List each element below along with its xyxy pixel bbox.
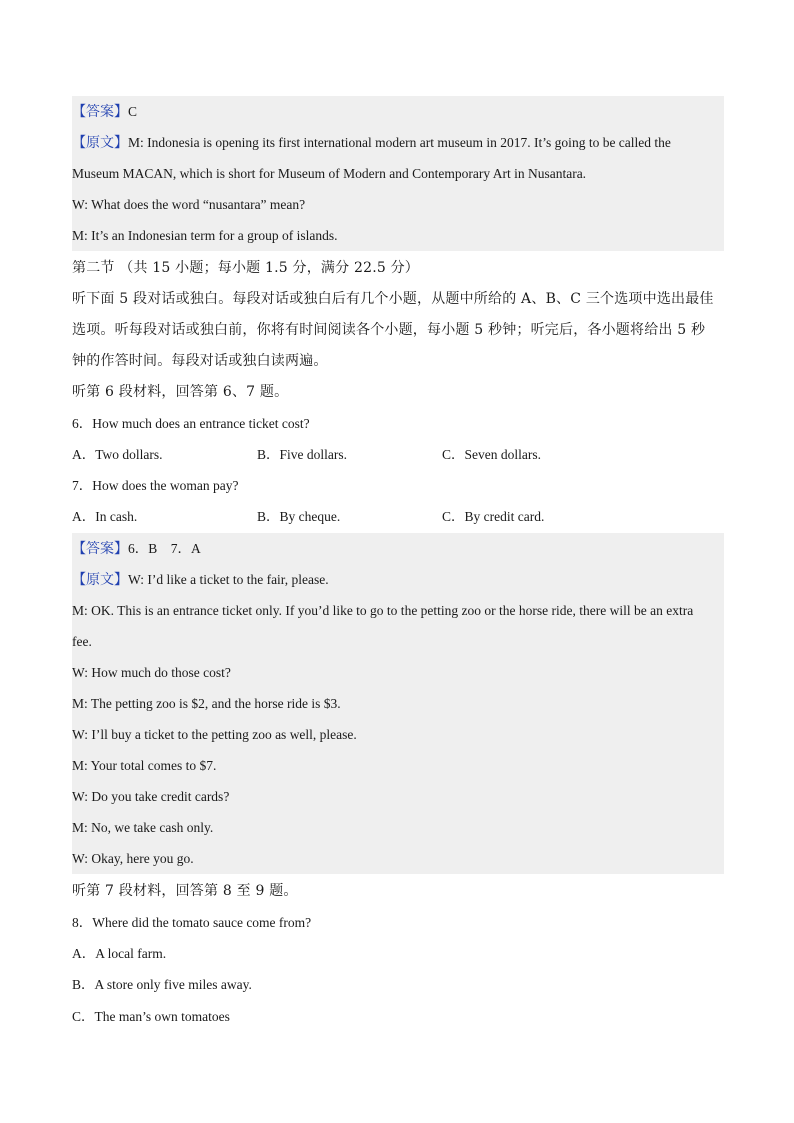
option-c: C．The man’s own tomatoes	[72, 1009, 230, 1024]
option-a: A．A local farm.	[72, 946, 167, 961]
instruction-line: 选项。听每段对话或独白前，你将有时间阅读各个小题，每小题 5 秒钟；听完后，各小题将给出 5 秒	[72, 322, 706, 338]
option-c: C．By credit card.	[442, 509, 545, 524]
answer-line-2	[72, 533, 724, 564]
transcript-line: W: Okay, here you go.	[72, 843, 724, 874]
transcript-line: W: What does the word “nusantara” mean?	[72, 189, 724, 220]
material-heading: 听第 6 段材料，回答第 6、7 题。	[72, 384, 289, 400]
answer-value: C	[128, 104, 138, 119]
material-heading: 听第 7 段材料，回答第 8 至 9 题。	[72, 883, 298, 899]
answer-tag: 【答案】	[72, 104, 128, 120]
transcript-line: M: It’s an Indonesian term for a group of islands.	[72, 220, 724, 251]
transcript-line: M: Your total comes to $7.	[72, 750, 724, 781]
answer-line-1	[72, 96, 724, 127]
option-b: B．A store only five miles away.	[72, 977, 252, 992]
transcript-line: M: No, we take cash only.	[72, 812, 724, 843]
transcript-line: W: Do you take credit cards?	[72, 781, 724, 812]
transcript-line: Museum MACAN, which is short for Museum of Modern and Contemporary Art in Nusantara.	[72, 158, 724, 189]
instruction-line: 钟的作答时间。每段对话或独白读两遍。	[72, 353, 328, 369]
section-title: 第二节 （共 15 小题；每小题 1.5 分，满分 22.5 分）	[72, 260, 420, 276]
option-b: B．By cheque.	[257, 509, 341, 524]
instruction-line: 听下面 5 段对话或独白。每段对话或独白后有几个小题，从题中所给的 A、B、C 三个选项中选出最佳	[72, 291, 714, 307]
options-row-6	[72, 439, 724, 470]
transcript-line: M: The petting zoo is $2, and the horse ride is $3.	[72, 688, 724, 719]
question-stem-6: 6．How much does an entrance ticket cost?	[72, 416, 310, 431]
transcript-line	[72, 564, 724, 595]
transcript-line: fee.	[72, 626, 724, 657]
transcript-text: W: I’d like a ticket to the fair, please.	[128, 572, 329, 587]
option-a: A．In cash.	[72, 509, 138, 524]
source-tag: 【原文】	[72, 135, 128, 151]
transcript-line	[72, 127, 724, 158]
option-b: B．Five dollars.	[257, 447, 347, 462]
transcript-text: M: Indonesia is opening its first international modern art museum in 2017. It’s going to be called the	[128, 135, 671, 150]
option-c: C．Seven dollars.	[442, 447, 541, 462]
options-row-7	[72, 501, 724, 532]
option-a: A．Two dollars.	[72, 447, 163, 462]
source-tag: 【原文】	[72, 572, 128, 588]
transcript-line: M: OK. This is an entrance ticket only. If you’d like to go to the petting zoo or the horse ride, there will be an extra	[72, 595, 724, 626]
answer-tag: 【答案】	[72, 541, 128, 557]
question-stem-7: 7．How does the woman pay?	[72, 478, 239, 493]
question-stem-8: 8．Where did the tomato sauce come from?	[72, 915, 312, 930]
transcript-line: W: How much do those cost?	[72, 657, 724, 688]
transcript-line: W: I’ll buy a ticket to the petting zoo as well, please.	[72, 719, 724, 750]
answer-value: 6．B 7．A	[128, 541, 201, 556]
